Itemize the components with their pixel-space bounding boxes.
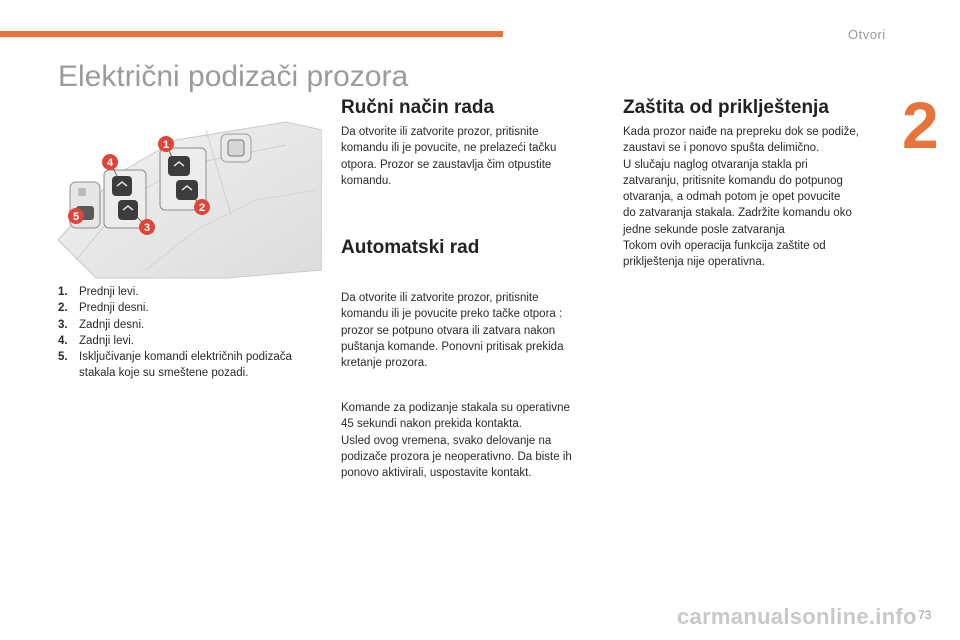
legend-item: 4. Zadnji levi. bbox=[58, 334, 134, 347]
svg-text:2: 2 bbox=[198, 202, 206, 214]
legend-item: 5. Isključivanje komandi električnih podizača stakala koje su smeštene pozadi. bbox=[58, 351, 292, 380]
callout-2 bbox=[194, 199, 210, 215]
callout-4 bbox=[102, 154, 118, 170]
legend-item: 2. Prednji desni. bbox=[58, 302, 149, 315]
svg-text:4: 4 bbox=[106, 157, 114, 169]
chapter-number: 2 bbox=[902, 88, 939, 162]
svg-text:1: 1 bbox=[162, 139, 170, 151]
callout-5 bbox=[68, 208, 84, 224]
manual-mode-heading: Ručni način rada bbox=[341, 97, 495, 118]
anti-pinch-text: Kada prozor naiđe na prepreku dok se podiže, zaustavi se i ponovo spušta delimično. U slučaju naglog otvaranja stakla pri zatvaranju, pritisnite komandu do potpunog otvaranja, a odmah potom je opet povucite do zatvaranja stakala. Zadržite komandu oko jedne sekunde posle zatvaranja Tokom ovih operacija funkcija zaštite od priklještenja nije operativna. bbox=[623, 126, 859, 269]
anti-pinch-heading: Zaštita od priklještenja bbox=[623, 97, 829, 118]
automatic-mode-note: Komande za podizanje stakala su operativne 45 sekundi nakon prekida kontakta. Usled ovog vremena, svako delovanje na podizače prozora je neoperativno. Da biste ih ponovo aktivirali, uspostavite kontakt. bbox=[341, 402, 572, 480]
legend-list bbox=[58, 284, 328, 382]
callout-3 bbox=[139, 219, 155, 235]
automatic-mode-text: Da otvorite ili zatvorite prozor, pritisnite komandu ili je povucite preko tačke otpora : prozor se potpuno otvara ili zatvara nakon puštanja komande. Ponovni pritisak prekida kretanje prozora. bbox=[341, 292, 564, 370]
legend-item: 3. Zadnji desni. bbox=[58, 318, 145, 331]
legend-item: 1. Prednji levi. bbox=[58, 286, 139, 298]
callout-1 bbox=[158, 136, 174, 152]
section-label: Otvori bbox=[848, 27, 886, 42]
footer-watermark: carmanualsonline.info bbox=[677, 604, 917, 629]
svg-text:5: 5 bbox=[72, 211, 80, 223]
manual-mode-text: Da otvorite ili zatvorite prozor, pritisnite komandu ili je povucite, ne prelazeći tačku otpora. Prozor se zaustavlja čim otpustite komandu. bbox=[341, 126, 557, 187]
page-number: 73 bbox=[918, 608, 932, 622]
mirror-control bbox=[221, 134, 251, 162]
window-switch-panel-illustration bbox=[56, 120, 322, 280]
svg-text:3: 3 bbox=[143, 222, 151, 234]
automatic-mode-heading: Automatski rad bbox=[341, 237, 480, 258]
header-accent-bar bbox=[0, 31, 503, 37]
page-title: Električni podizači prozora bbox=[58, 60, 409, 93]
